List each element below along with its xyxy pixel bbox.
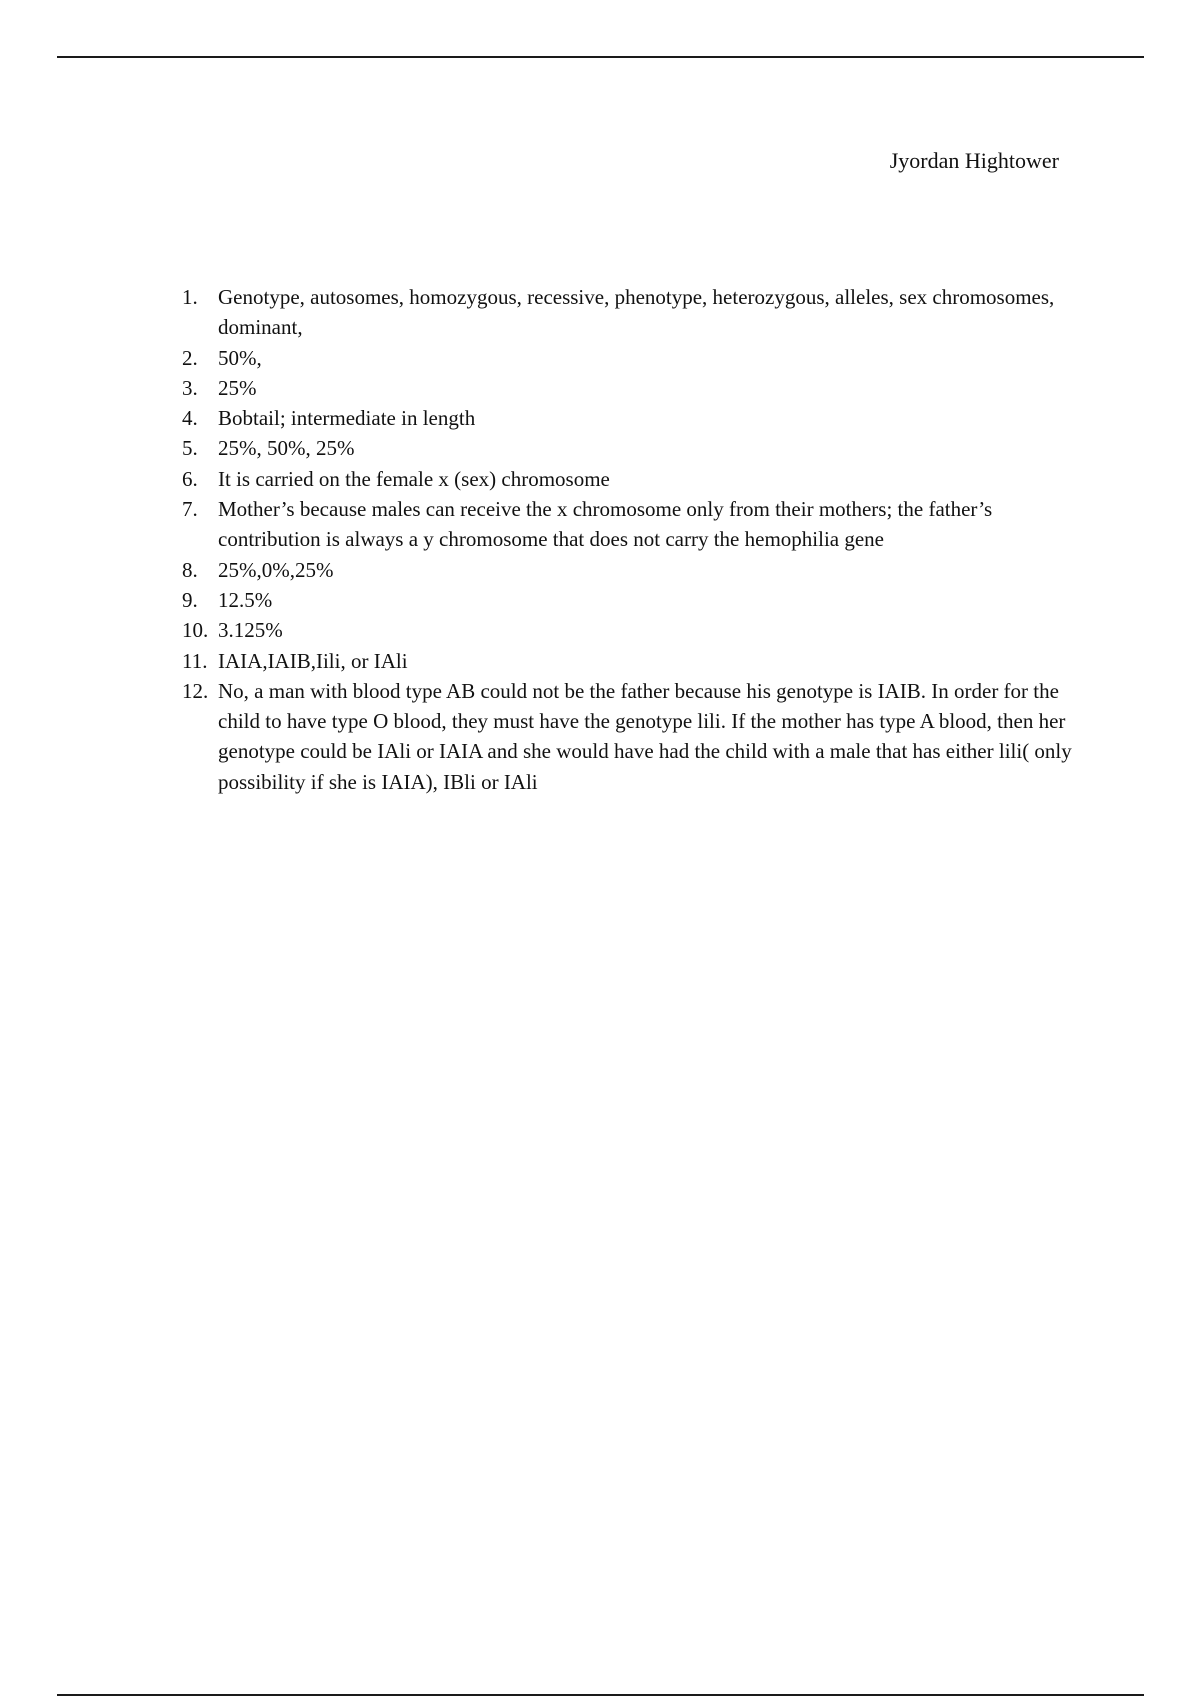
author-name: Jyordan Hightower (889, 148, 1059, 173)
list-item (182, 494, 1082, 555)
answer-list (182, 282, 1082, 797)
list-item (182, 403, 1082, 433)
item-number: 10. (182, 618, 209, 643)
item-text: Bobtail; intermediate in length (218, 406, 476, 431)
item-text: 25%, 50%, 25% (218, 436, 355, 461)
item-text: 50%, (218, 345, 262, 370)
item-number: 12. (182, 678, 209, 703)
item-text: No, a man with blood type AB could not be the father because his genotype is IAIB. In order for the child to have type O blood, they must have the genotype lili. If the mother has type A blood, then her genotype could be IAli or IAIA and she would have had the child with a male that has either lili( only possibility if she is IAIA), IBli or IAli (218, 678, 1072, 794)
list-item (182, 646, 1082, 676)
item-text: IAIA,IAIB,Iili, or IAli (218, 648, 408, 673)
item-text: 12.5% (218, 587, 273, 612)
item-text: 3.125% (218, 618, 283, 643)
list-item (182, 555, 1082, 585)
list-item (182, 433, 1082, 463)
item-number: 7. (182, 497, 198, 522)
item-text: Genotype, autosomes, homozygous, recessive, phenotype, heterozygous, alleles, sex chromosomes, dominant, (218, 285, 1055, 340)
item-text: 25% (218, 375, 257, 400)
list-item (182, 676, 1082, 797)
item-text: Mother’s because males can receive the x chromosome only from their mothers; the father’s contribution is always a y chromosome that does not carry the hemophilia gene (218, 497, 993, 552)
item-number: 9. (182, 587, 198, 612)
list-item (182, 615, 1082, 645)
item-number: 5. (182, 436, 198, 461)
item-text: 25%,0%,25% (218, 557, 334, 582)
item-number: 3. (182, 375, 198, 400)
item-text: It is carried on the female x (sex) chromosome (218, 466, 610, 491)
item-number: 8. (182, 557, 198, 582)
list-item (182, 373, 1082, 403)
item-number: 11. (182, 648, 208, 673)
item-number: 2. (182, 345, 198, 370)
item-number: 6. (182, 466, 198, 491)
list-item (182, 282, 1082, 343)
item-number: 4. (182, 406, 198, 431)
list-item (182, 585, 1082, 615)
item-number: 1. (182, 285, 198, 309)
list-item (182, 343, 1082, 373)
top-rule (57, 56, 1144, 58)
list-item (182, 464, 1082, 494)
bottom-rule (57, 1694, 1144, 1696)
